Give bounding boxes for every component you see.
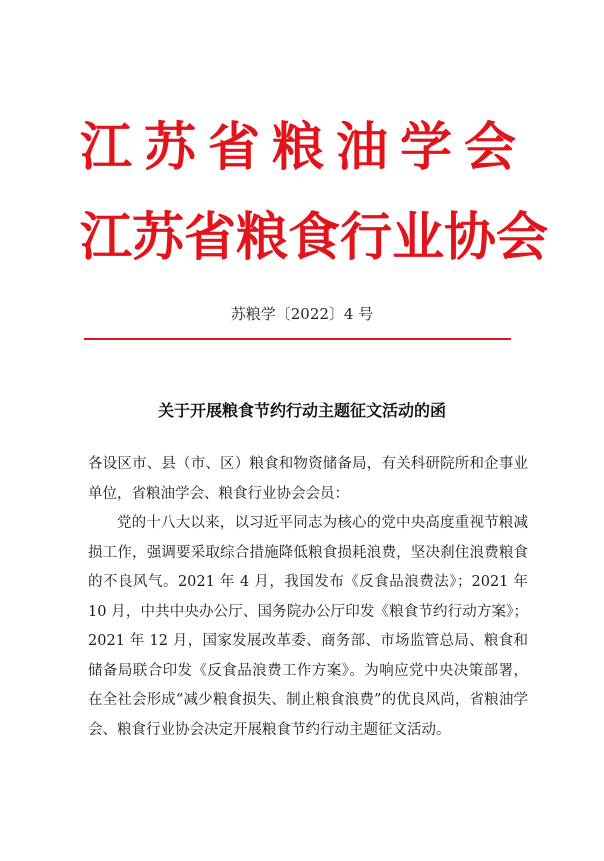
org-name-line-1: 江苏省粮油学会 xyxy=(80,117,529,178)
salutation: 各设区市、县（市、区）粮食和物资储备局，有关科研院所和企事业单位，省粮油学会、粮食行业协会会员： xyxy=(88,456,528,502)
org-name-line-2: 江苏省粮食行业协会 xyxy=(80,207,549,268)
letter-subject: 关于开展粮食节约行动主题征文活动的函 xyxy=(157,401,446,420)
letter-body xyxy=(88,450,528,745)
red-divider-line xyxy=(84,338,511,340)
body-paragraph-1: 党的十八大以来，以习近平同志为核心的党中央高度重视节粮减损工作，强调要采取综合措施降低粮食损耗浪费，坚决刹住浪费粮食的不良风气。2021 年 4 月，我国发布《反食品浪费法》；2021 年 10 月，中共中央办公厅、国务院办公厅印发《粮食节约行动方案》；2021 年 12 月，国家发展改革委、商务部、市场监管总局、粮食和储备局联合印发《反食品浪费工作方案》。为响应党中央决策部署，在全社会形成“减少粮食损失、制止粮食浪费”的优良风尚，省粮油学会、粮食行业协会决定开展粮食节约行动主题征文活动。 xyxy=(88,515,528,738)
document-number: 苏粮学〔2022〕4 号 xyxy=(230,305,374,323)
